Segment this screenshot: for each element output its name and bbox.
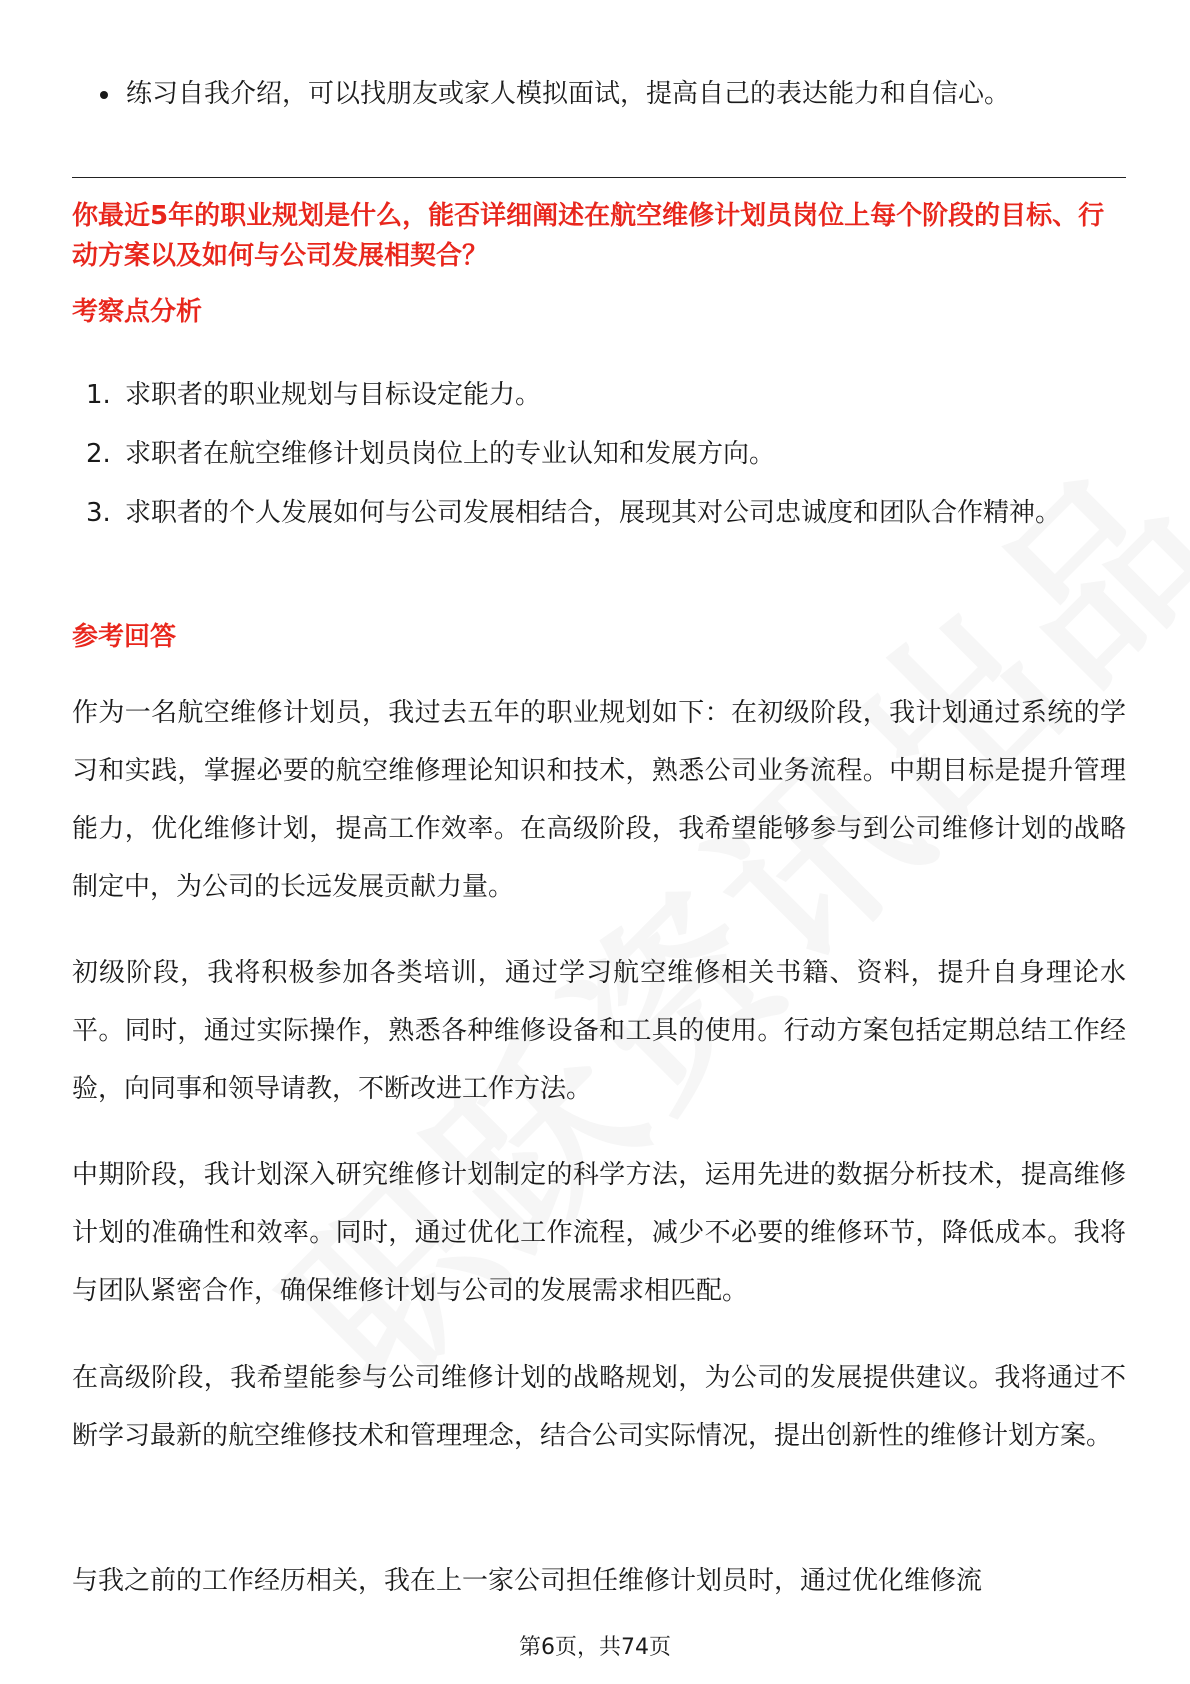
analysis-list bbox=[72, 366, 1126, 543]
list-item: 练习自我介绍，可以找朋友或家人模拟面试，提高自己的表达能力和自信心。 bbox=[96, 74, 1116, 114]
list-item bbox=[72, 366, 1126, 425]
answer-heading: 参考回答 bbox=[72, 622, 177, 652]
answer-paragraph: 与我之前的工作经历相关，我在上一家公司担任维修计划员时，通过优化维修流 bbox=[72, 1566, 983, 1596]
answer-paragraph: 在高级阶段，我希望能参与公司维修计划的战略规划，为公司的发展提供建议。我将通过不断学习最新的航空维修技术和管理理念，结合公司实际情况，提出创新性的维修计划方案。 bbox=[72, 1363, 1126, 1451]
answer-paragraph: 初级阶段，我将积极参加各类培训，通过学习航空维修相关书籍、资料，提升自身理论水平。同时，通过实际操作，熟悉各种维修设备和工具的使用。行动方案包括定期总结工作经验，向同事和领导请教，不断改进工作方法。 bbox=[72, 958, 1126, 1104]
list-item-text: 求职者的个人发展如何与公司发展相结合，展现其对公司忠诚度和团队合作精神。 bbox=[125, 498, 1062, 528]
answer-paragraph: 作为一名航空维修计划员，我过去五年的职业规划如下：在初级阶段，我计划通过系统的学习和实践，掌握必要的航空维修理论知识和技术，熟悉公司业务流程。中期目标是提升管理能力，优化维修计划，提高工作效率。在高级阶段，我希望能够参与到公司维修计划的战略制定中，为公司的长远发展贡献力量。 bbox=[72, 698, 1126, 902]
answer-paragraph: 中期阶段，我计划深入研究维修计划制定的科学方法，运用先进的数据分析技术，提高维修计划的准确性和效率。同时，通过优化工作流程，减少不必要的维修环节，降低成本。我将与团队紧密合作，确保维修计划与公司的发展需求相匹配。 bbox=[72, 1160, 1126, 1306]
list-item-text: 求职者在航空维修计划员岗位上的专业认知和发展方向。 bbox=[125, 439, 776, 469]
question-heading: 你最近5年的职业规划是什么，能否详细阐述在航空维修计划员岗位上每个阶段的目标、行动方案以及如何与公司发展相契合？ bbox=[72, 201, 1105, 271]
list-number: 3. bbox=[86, 498, 111, 528]
section-divider bbox=[72, 177, 1126, 178]
list-number: 1. bbox=[86, 380, 111, 410]
top-bullet-list bbox=[96, 74, 1116, 114]
list-item bbox=[72, 425, 1126, 484]
page-number: 第6页，共74页 bbox=[519, 1635, 671, 1660]
list-number: 2. bbox=[86, 439, 111, 469]
list-item bbox=[72, 484, 1126, 543]
list-item-text: 求职者的职业规划与目标设定能力。 bbox=[125, 380, 542, 410]
analysis-heading: 考察点分析 bbox=[72, 297, 203, 327]
